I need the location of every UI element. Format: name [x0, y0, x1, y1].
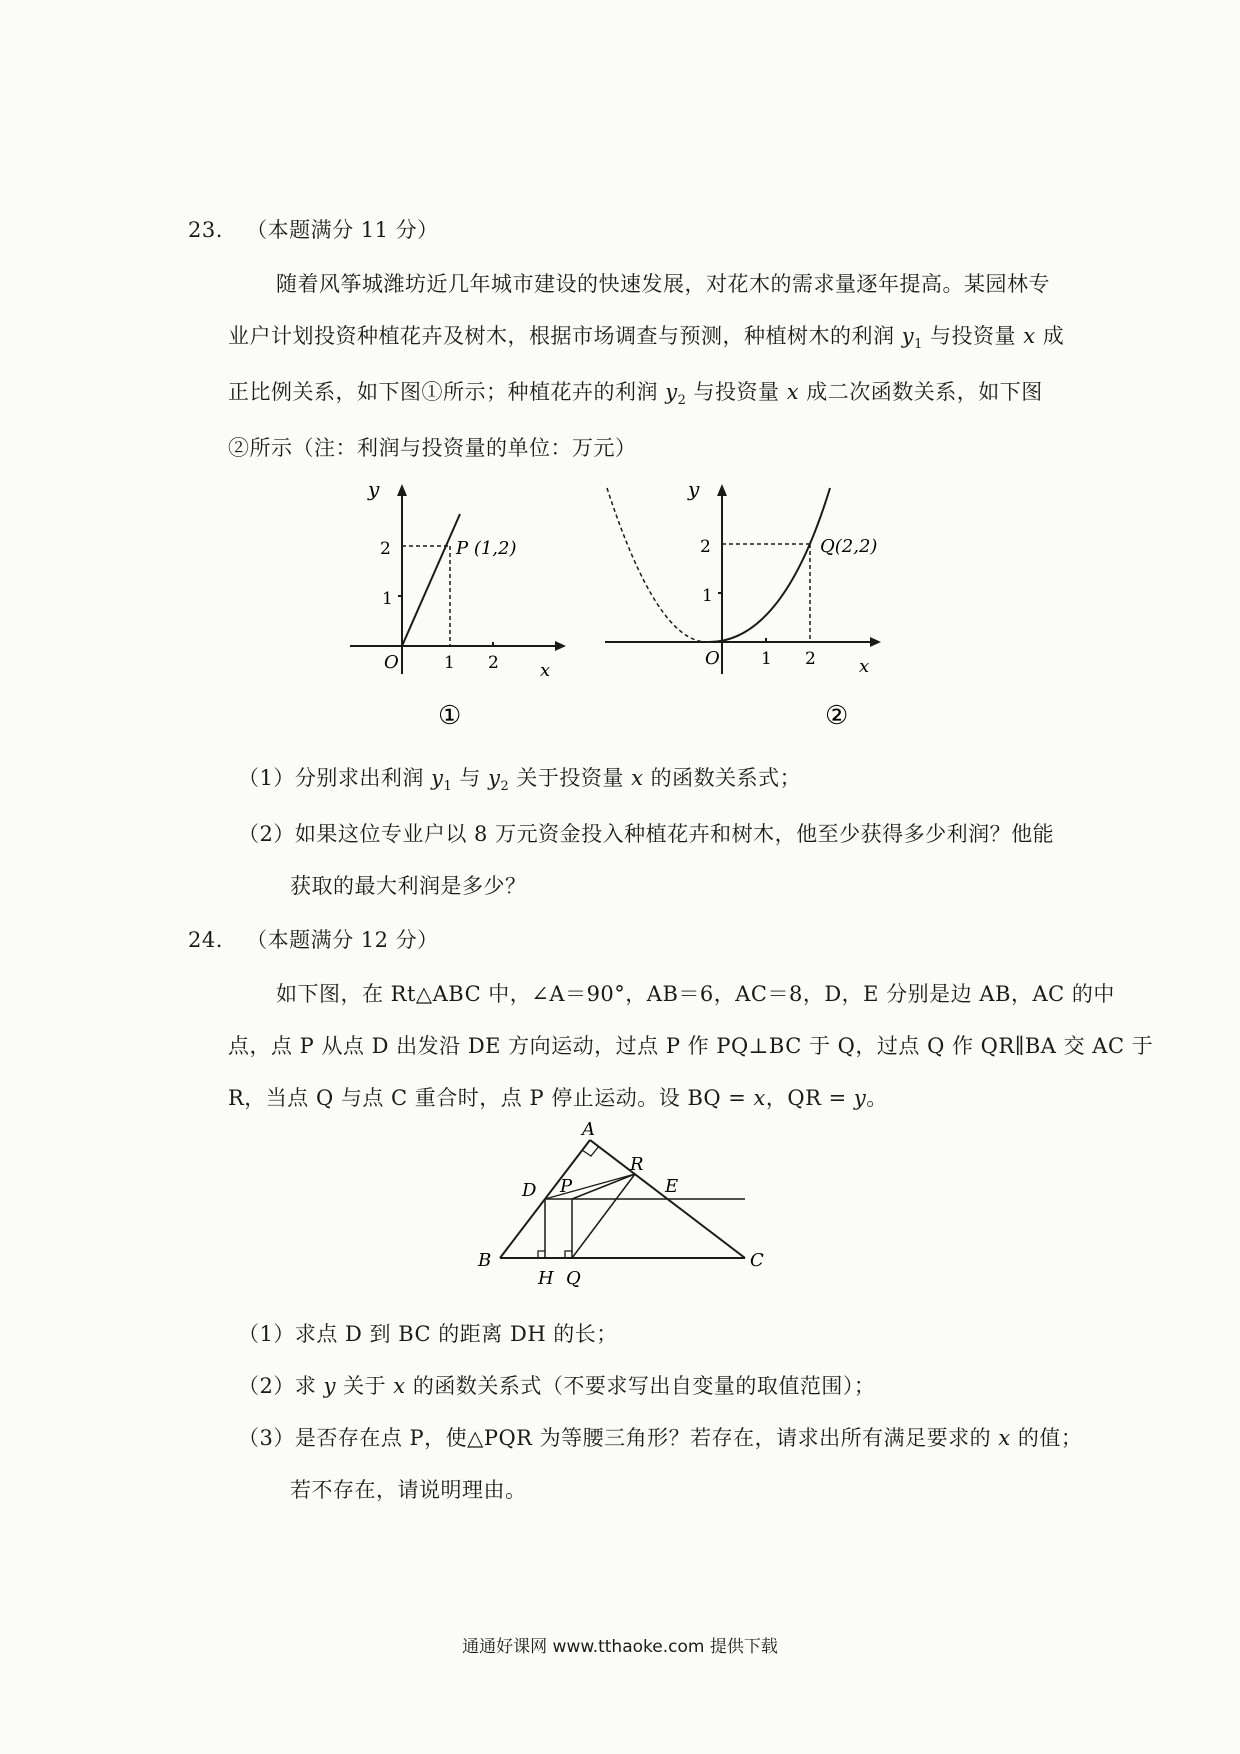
graph1-caption: ①	[438, 701, 462, 731]
q24-header	[188, 924, 439, 954]
graph2-ylabel: y	[688, 477, 700, 501]
q23-line2: 业户计划投资种植花卉及树木，根据市场调查与预测，种植树木的利润 $y_1$ 与投资量 x 成	[228, 324, 1065, 353]
graph2-tick-y2: 2	[700, 537, 711, 557]
q23-score: （本题满分 11 分）	[246, 218, 439, 242]
graph1-origin: O	[384, 652, 399, 673]
graph1-ylabel: y	[368, 477, 380, 501]
graph1-tick-y1: 1	[382, 589, 393, 609]
graph2-tick-x1: 1	[761, 649, 772, 669]
label-P: P	[560, 1176, 573, 1197]
graph2-origin: O	[705, 648, 720, 669]
triangle-figure	[460, 1118, 790, 1308]
label-R: R	[630, 1154, 644, 1175]
q24-part1: （1）求点 D 到 BC 的距离 DH 的长；	[238, 1322, 618, 1346]
graph1-line-y1	[402, 514, 460, 646]
label-C: C	[750, 1250, 764, 1271]
graph-2	[595, 474, 895, 734]
label-B: B	[478, 1250, 492, 1271]
q23-number: 23.	[188, 218, 223, 242]
q23-part2-cont: 获取的最大利润是多少？	[290, 874, 527, 898]
q23-line3: 正比例关系，如下图①所示；种植花卉的利润 $y_2$ 与投资量 x 成二次函数关系，如下图	[228, 380, 1043, 409]
graph1-y-arrow	[397, 484, 407, 496]
graph1-xlabel: x	[540, 660, 551, 681]
segment-DR-aux	[545, 1174, 635, 1199]
footer-credit: 通通好课网 www.tthaoke.com 提供下载	[462, 1637, 778, 1657]
q24-line1: 如下图，在 Rt△ABC 中，∠A＝90°，AB＝6，AC＝8，D，E 分别是边 AB，AC 的中	[276, 982, 1115, 1006]
graph2-x-arrow	[870, 637, 881, 647]
label-D: D	[522, 1180, 537, 1201]
q23-part1: （1）分别求出利润 $y_1$ 与 $y_2$ 关于投资量 x 的函数关系式；	[238, 766, 802, 795]
label-E: E	[665, 1176, 679, 1197]
q23-line1: 随着风筝城潍坊近几年城市建设的快速发展，对花木的需求量逐年提高。某园林专	[276, 272, 1050, 296]
graph2-caption: ②	[825, 701, 849, 731]
graph2-parabola-solid	[709, 488, 830, 642]
q23-line4: ②所示（注：利润与投资量的单位：万元）	[228, 436, 637, 460]
q24-number: 24.	[188, 928, 223, 952]
label-H: H	[538, 1268, 554, 1289]
label-A: A	[582, 1119, 595, 1140]
graph1-x-arrow	[555, 641, 566, 651]
label-Q: Q	[566, 1268, 581, 1289]
q23-part2: （2）如果这位专业户以 8 万元资金投入种植花卉和树木，他至少获得多少利润？他能	[238, 822, 1055, 846]
q24-line3: R，当点 Q 与点 C 重合时，点 P 停止运动。设 BQ = x，QR = y。	[228, 1086, 888, 1110]
graph2-tick-y1: 1	[702, 586, 713, 606]
q24-line2: 点，点 P 从点 D 出发沿 DE 方向运动，过点 P 作 PQ⊥BC 于 Q，过点 Q 作 QR∥BA 交 AC 于	[228, 1034, 1154, 1058]
graph1-tick-x2: 2	[488, 653, 499, 673]
graph-1	[340, 474, 570, 734]
q24-part3: （3）是否存在点 P，使△PQR 为等腰三角形？若存在，请求出所有满足要求的 x 的值；	[238, 1426, 1083, 1450]
graph2-point-label: Q(2,2)	[820, 536, 878, 557]
graph2-y-arrow	[717, 484, 727, 496]
q23-header	[188, 214, 439, 244]
graph1-point-label: P (1,2)	[456, 538, 517, 559]
right-angle-Q	[565, 1251, 572, 1258]
graph2-tick-x2: 2	[805, 649, 816, 669]
graph2-xlabel: x	[859, 656, 870, 677]
q24-part2: （2）求 y 关于 x 的函数关系式（不要求写出自变量的取值范围）；	[238, 1374, 876, 1398]
graph2-parabola-dashed	[607, 488, 707, 642]
q24-part3-cont: 若不存在，请说明理由。	[290, 1478, 527, 1502]
graph1-tick-y2: 2	[380, 539, 391, 559]
right-angle-H	[538, 1251, 545, 1258]
graph1-tick-x1: 1	[444, 653, 455, 673]
q24-score: （本题满分 12 分）	[246, 928, 439, 952]
